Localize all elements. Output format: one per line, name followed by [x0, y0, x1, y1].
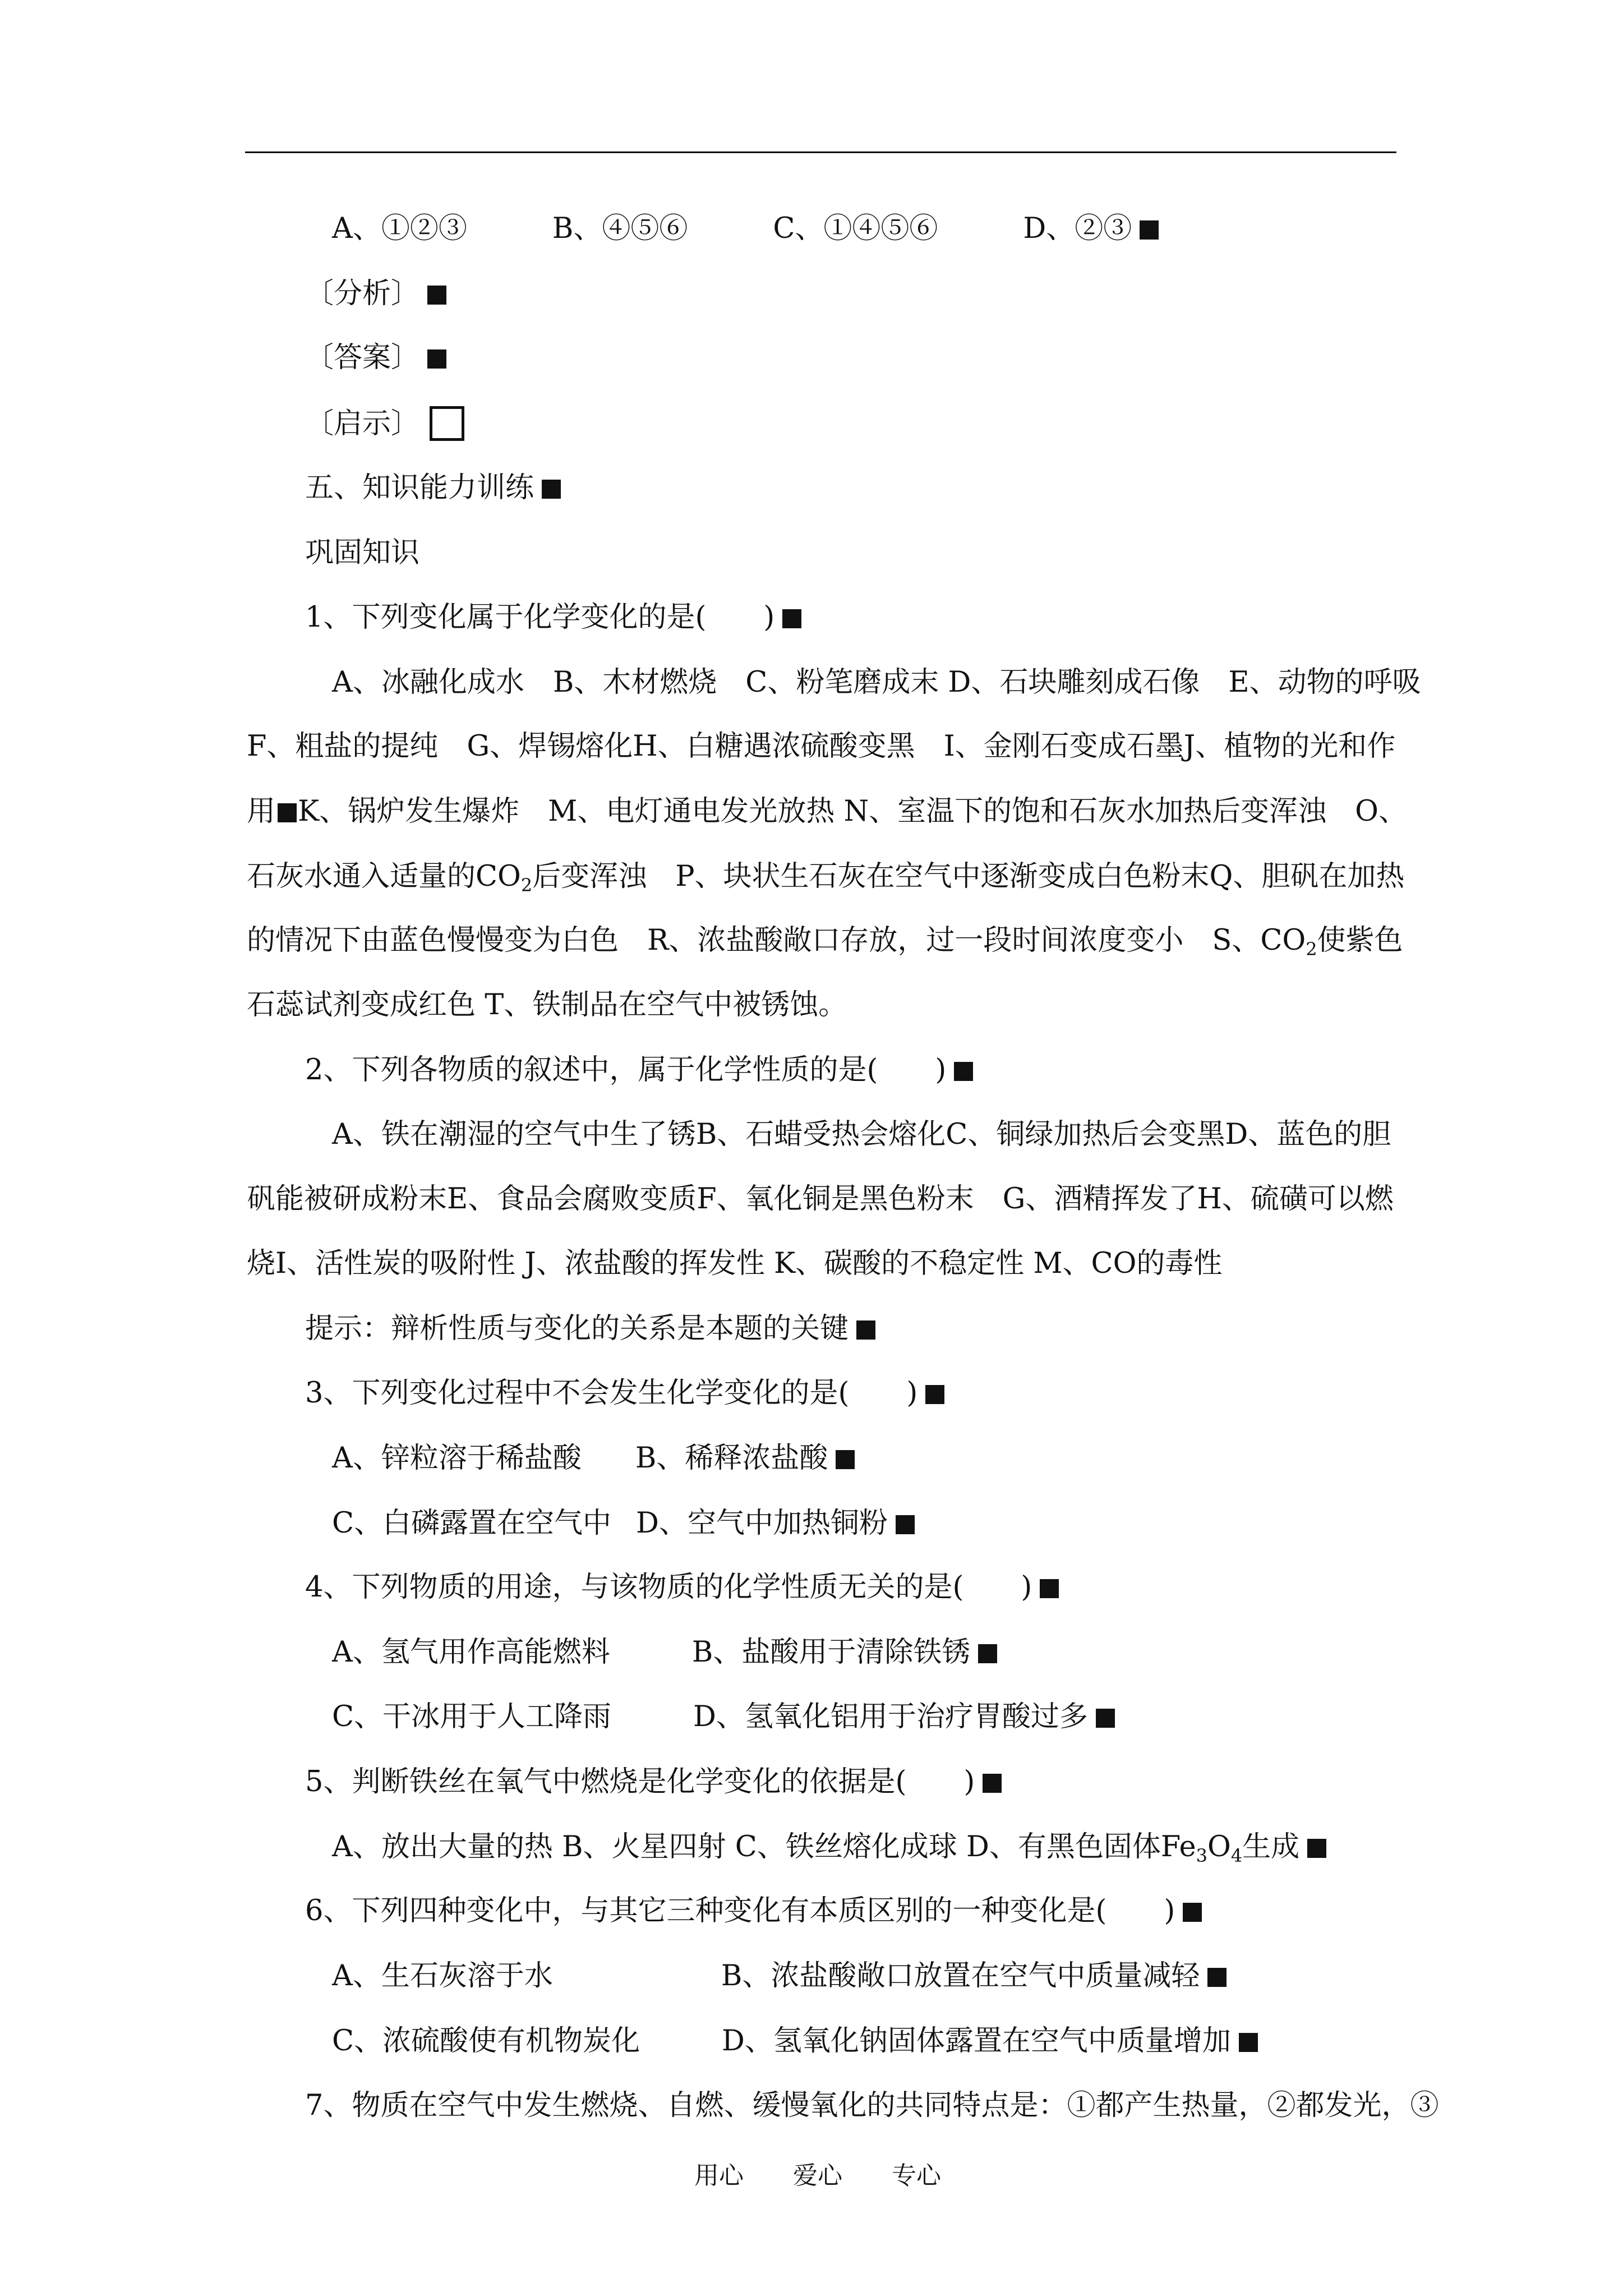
marker-square	[1239, 2033, 1258, 2052]
tip-line: 提示：辩析性质与变化的关系是本题的关键	[305, 1312, 875, 1346]
q1-line3: 用 K、锅炉发生爆炸 M、电灯通电发光放热 N、室温下的饱和石灰水加热后变浑浊 O、	[247, 795, 1407, 828]
q3-options-cd: C、白磷露置在空气中 D、空气中加热铜粉	[332, 1507, 915, 1540]
option-b: B、④⑤⑥	[552, 212, 688, 245]
marker-square	[1183, 1903, 1202, 1922]
q1-line4: 石灰水通入适量的$CO_2$后变浑浊 P、块状生石灰在空气中逐渐变成白色粉末Q、胆矾在加热	[247, 860, 1405, 896]
q3-stem: 3、下列变化过程中不会发生化学变化的是( )	[305, 1377, 944, 1410]
q2-line2: 矾能被研成粉末E、食品会腐败变质F、氧化铜是黑色粉末 G、酒精挥发了H、硫磺可以燃	[247, 1182, 1394, 1216]
marker-square	[1307, 1839, 1326, 1858]
marker-square	[954, 1062, 973, 1081]
marker-square	[1140, 220, 1159, 240]
subsection-title: 巩固知识	[305, 536, 420, 569]
q1-stem: 1、下列变化属于化学变化的是( )	[305, 601, 801, 634]
prev-options-row	[332, 212, 1159, 246]
marker-square	[925, 1385, 944, 1404]
marker-square	[427, 286, 446, 305]
marker-square	[978, 1644, 997, 1663]
answer-row: 〔答案〕	[305, 341, 446, 375]
marker-square	[856, 1320, 875, 1340]
marker-square	[1040, 1579, 1059, 1598]
marker-square	[1096, 1709, 1115, 1728]
marker-square	[983, 1774, 1002, 1793]
hint-row: 〔启示〕	[305, 406, 464, 441]
marker-square	[542, 480, 561, 499]
footer-text-2: 爱心	[793, 2161, 842, 2190]
section-title: 五、知识能力训练	[305, 471, 561, 505]
q7-stem: 7、物质在空气中发生燃烧、自燃、缓慢氧化的共同特点是：①都产生热量，②都发光，③	[305, 2089, 1439, 2122]
q2-stem: 2、下列各物质的叙述中，属于化学性质的是( )	[305, 1053, 973, 1087]
q5-options: A、放出大量的热 B、火星四射 C、铁丝熔化成球 D、有黑色固体$Fe_3O_4$生成	[332, 1830, 1326, 1864]
footer-text-3: 专心	[892, 2161, 941, 2190]
option-c: C、①④⑤⑥	[773, 212, 938, 245]
marker-square	[278, 803, 297, 822]
q6-options-ab: A、生石灰溶于水 B、浓盐酸敞口放置在空气中质量减轻	[332, 1959, 1227, 1993]
marker-square	[427, 349, 446, 369]
q5-stem: 5、判断铁丝在氧气中燃烧是化学变化的依据是( )	[305, 1765, 1002, 1799]
q1-line1: A、冰融化成水 B、木材燃烧 C、粉笔磨成末 D、石块雕刻成石像 E、动物的呼吸	[332, 666, 1421, 699]
empty-box	[430, 406, 464, 441]
q4-options-ab: A、氢气用作高能燃料 B、盐酸用于清除铁锈	[332, 1636, 997, 1669]
analysis-row: 〔分析〕	[305, 277, 446, 311]
q2-line1: A、铁在潮湿的空气中生了锈B、石蜡受热会熔化C、铜绿加热后会变黑D、蓝色的胆	[332, 1118, 1391, 1151]
q4-options-cd: C、干冰用于人工降雨 D、氢氧化铝用于治疗胃酸过多	[332, 1700, 1115, 1734]
marker-square	[836, 1450, 855, 1469]
marker-square	[782, 609, 801, 628]
q2-line3: 烧I、活性炭的吸附性 J、浓盐酸的挥发性 K、碳酸的不稳定性 M、CO的毒性	[247, 1247, 1223, 1280]
q4-stem: 4、下列物质的用途，与该物质的化学性质无关的是( )	[305, 1571, 1059, 1604]
marker-square	[896, 1515, 915, 1534]
q1-line5: 的情况下由蓝色慢慢变为白色 R、浓盐酸敞口存放，过一段时间浓度变小 S、$CO_2$使紫色	[247, 924, 1403, 960]
q1-line2: F、粗盐的提纯 G、焊锡熔化H、白糖遇浓硫酸变黑 I、金刚石变成石墨J、植物的光和作	[247, 730, 1396, 763]
q6-options-cd: C、浓硫酸使有机物炭化 D、氢氧化钠固体露置在空气中质量增加	[332, 2024, 1258, 2058]
q1-line6: 石蕊试剂变成红色 T、铁制品在空气中被锈蚀。	[247, 988, 847, 1022]
header-rule	[245, 151, 1396, 153]
footer-text-1: 用心	[694, 2161, 744, 2190]
q6-stem: 6、下列四种变化中，与其它三种变化有本质区别的一种变化是( )	[305, 1894, 1202, 1928]
option-d: D、②③	[1023, 212, 1132, 245]
q3-options-ab: A、锌粒溶于稀盐酸 B、稀释浓盐酸	[332, 1442, 855, 1475]
option-a: A、①②③	[332, 212, 467, 245]
marker-square	[1207, 1968, 1227, 1987]
